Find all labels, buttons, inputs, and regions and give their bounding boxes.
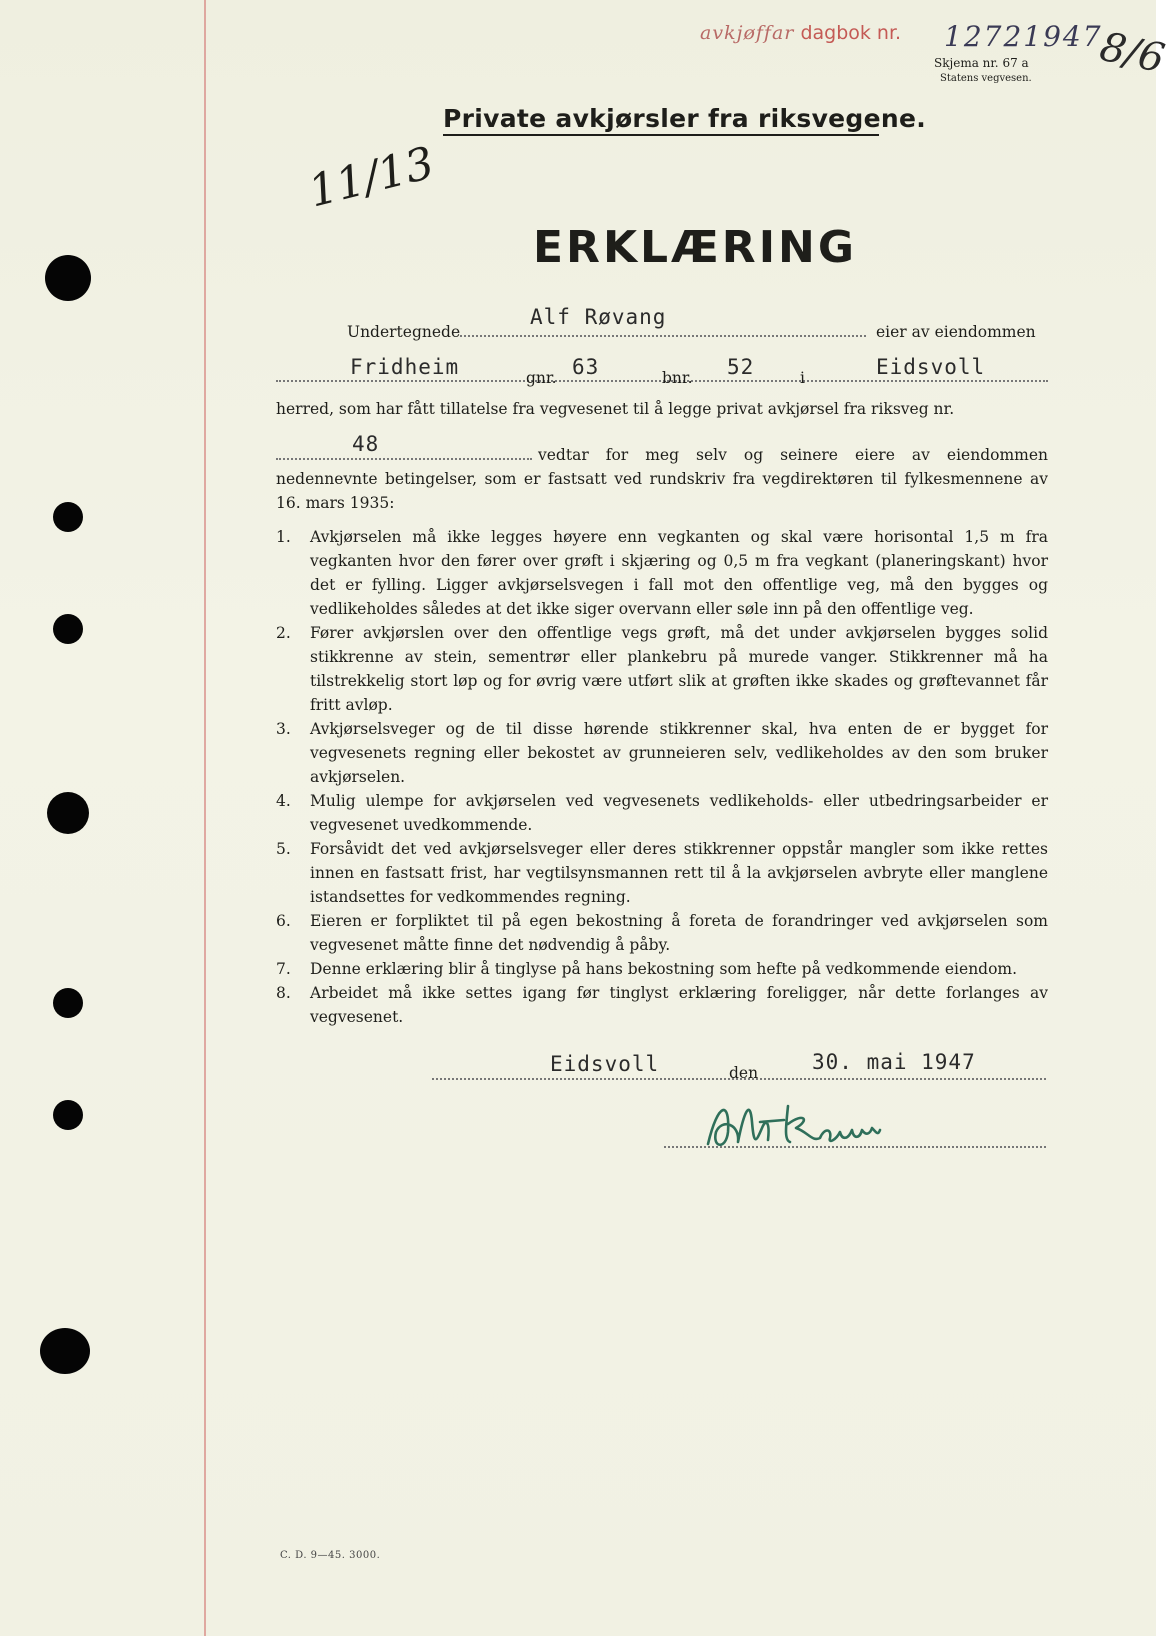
condition-text: Arbeidet må ikke settes igang før tinglyst erklæring foreligger, når dette forlanges av vegvesenet. (310, 984, 1048, 1026)
margin-line (204, 0, 206, 1636)
agreement-text: vedtar for meg selv og seinere eiere av eiendommen nedennevnte betingelser, som er fastsatt ved rundskriv fra vegdirektøren til fylkesmennene av 16. mars 1935: (276, 446, 1048, 512)
condition-item (276, 717, 1048, 789)
condition-number: 7. (276, 960, 291, 978)
signature-line (664, 1146, 1046, 1148)
date-label: den (729, 1064, 759, 1082)
punch-hole (53, 988, 83, 1018)
condition-text: Avkjørselsveger og de til disse hørende stikkrenner skal, hva enten de er bygget for vegvesenets regning eller bekostet av grunneieren selv, vedlikeholdes av den som bruker avkjørselen. (310, 720, 1048, 786)
document-title: ERKLÆRING (533, 222, 857, 273)
gnr-value: 63 (572, 355, 600, 379)
bnr-value: 52 (727, 355, 755, 379)
condition-text: Mulig ulempe for avkjørselen ved vegvesenets vedlikeholds- eller utbedringsarbeider er vegvesenet uvedkommende. (310, 792, 1048, 834)
condition-number: 8. (276, 984, 291, 1002)
condition-number: 2. (276, 624, 291, 642)
punch-hole (47, 792, 89, 834)
condition-item (276, 789, 1048, 837)
signature (700, 1092, 900, 1162)
conditions-list (276, 525, 1048, 1029)
intro-line: herred, som har fått tillatelse fra vegvesenet til å legge privat avkjørsel fra riksveg nr. (276, 400, 955, 418)
punch-hole (53, 614, 83, 644)
punch-hole (40, 1328, 90, 1374)
gnr-label: gnr. (526, 369, 557, 387)
dotted-line (460, 335, 866, 337)
stamp-printed: dagbok nr. (800, 22, 902, 44)
road-number: 48 (352, 432, 380, 456)
date: 30. mai 1947 (812, 1050, 976, 1074)
condition-number: 6. (276, 912, 291, 930)
condition-number: 5. (276, 840, 291, 858)
dagbok-year: 1947 (1023, 20, 1103, 53)
owner-label: eier av eiendommen (876, 323, 1036, 341)
punch-hole (45, 255, 91, 301)
condition-text: Forsåvidt det ved avkjørselsveger eller deres stikkrenner oppstår mangler som ikke rettes innen en fastsatt frist, har vegtilsynsmannen rett til å la avkjørselen avbryte eller manglene istandsettes for vedkommendes regning. (310, 840, 1048, 906)
footer-code: C. D. 9—45. 3000. (280, 1550, 381, 1561)
condition-text: Fører avkjørslen over den offentlige vegs grøft, må det under avkjørselen bygges solid stikkrenne av stein, sementrør eller plankebru på murede vanger. Stikkrenner må ha tilstrekkelig stort løp og for øvrig være utført slik at grøften ikke skades og grøftevannet får fritt avløp. (310, 624, 1048, 714)
dagbok-number: 1272 (944, 20, 1024, 53)
stamp-handwritten: avkjøffar (700, 22, 795, 44)
bnr-label: bnr. (662, 369, 693, 387)
municipality: Eidsvoll (876, 355, 986, 379)
form-number: Skjema nr. 67 a (934, 56, 1029, 70)
condition-item (276, 957, 1048, 981)
condition-text: Denne erklæring blir å tinglyse på hans bekostning som hefte på vedkommende eiendom. (310, 960, 1018, 978)
place: Eidsvoll (550, 1052, 660, 1076)
condition-item (276, 981, 1048, 1029)
punch-hole (53, 1100, 83, 1130)
condition-text: Avkjørselen må ikke legges høyere enn vegkanten og skal være horisontal 1,5 m fra vegkanten hvor den fører over grøft i skjæring og 0,5 m fra vegkant (planeringskant) hvor det er fylling. Ligger avkjørselsvegen i fall mot den offentlige veg, må den bygges og vedlikeholdes således at det ikke siger overvann eller søle inn på den offentlige veg. (310, 528, 1048, 618)
property-name: Fridheim (350, 355, 460, 379)
form-reference (934, 56, 1032, 86)
in-label: i (800, 369, 805, 387)
dagbok-stamp (700, 22, 901, 44)
condition-number: 4. (276, 792, 291, 810)
condition-item (276, 909, 1048, 957)
undersigned-label: Undertegnede (347, 323, 461, 341)
header-title: Private avkjørsler fra riksvegene. (443, 104, 927, 133)
agency-name: Statens vegvesen. (940, 73, 1032, 84)
condition-number: 1. (276, 528, 291, 546)
condition-item (276, 525, 1048, 621)
condition-number: 3. (276, 720, 291, 738)
condition-item (276, 837, 1048, 909)
header-underline (443, 134, 879, 136)
undersigned-name: Alf Røvang (530, 305, 667, 329)
dagbok-number-group (944, 20, 1103, 53)
condition-item (276, 621, 1048, 717)
corner-note: 8/6 (1095, 23, 1168, 83)
punch-hole (53, 502, 83, 532)
condition-text: Eieren er forpliktet til på egen bekostning å foreta de forandringer ved avkjørselen som vegvesenet måtte finne det nødvendig å påby. (310, 912, 1048, 954)
file-mark: 11/13 (303, 137, 440, 218)
